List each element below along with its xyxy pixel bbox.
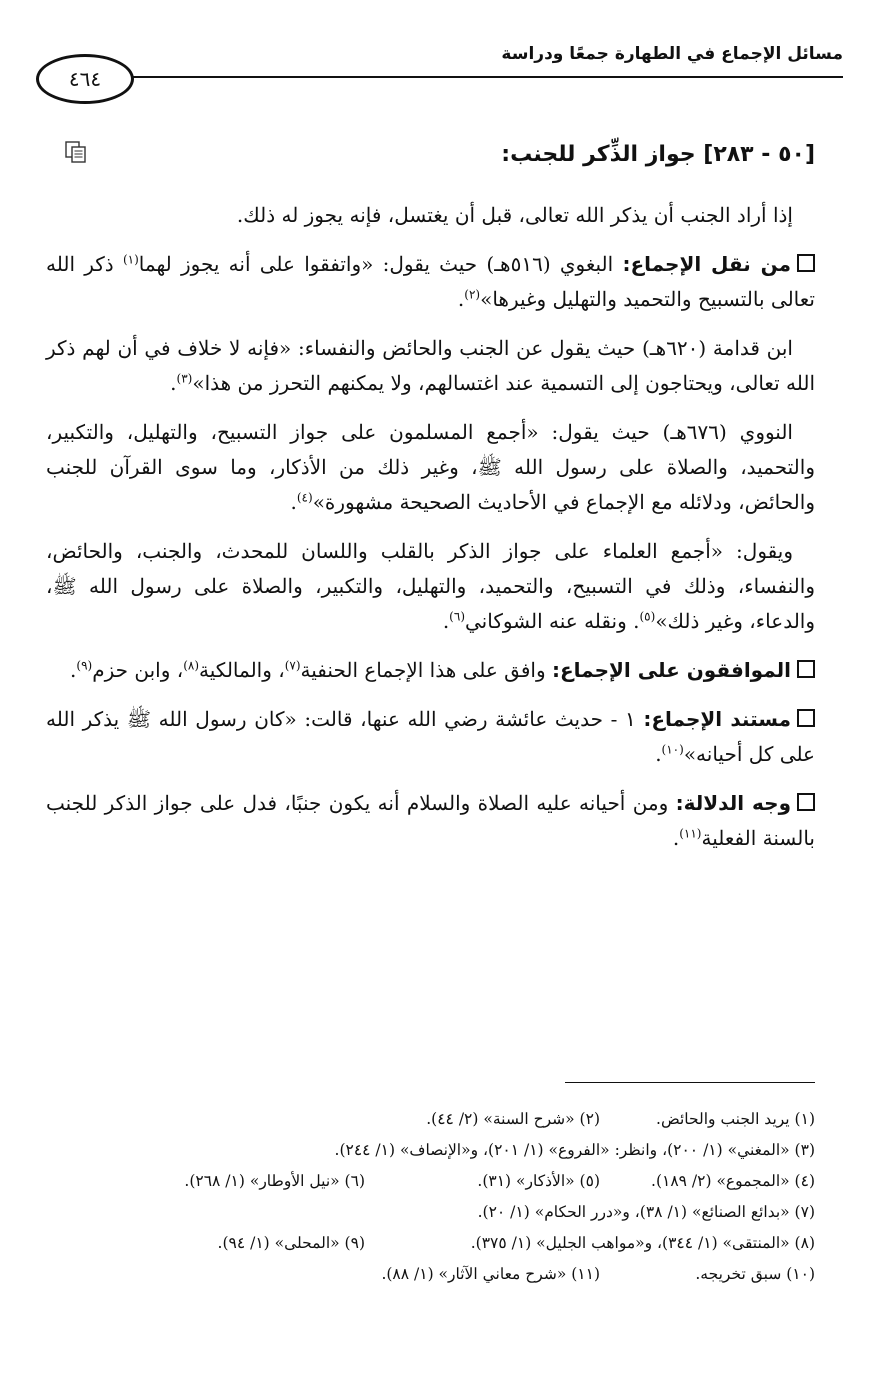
naql-text-2: ذكر الله تعالى بالتسبيح والتحميد والتهليل وغيرها» xyxy=(46,252,815,311)
yaqul-text-2: . ونقله عنه الشوكاني xyxy=(465,609,640,633)
muwafiqun-paragraph: الموافقون على الإجماع: وافق على هذا الإجماع الحنفية$^{(٧)}$، والمالكية$^{(٨)}$، وابن حزم$^{(٩)}$. xyxy=(46,653,815,688)
footnote-ref: (١) xyxy=(122,252,139,267)
mustanad-text: ١ - حديث عائشة رضي الله عنها، قالت: «كان رسول الله ﷺ يذكر الله على كل أحيانه» xyxy=(46,707,815,766)
footnote-ref: (٢) xyxy=(464,287,481,302)
footnote-ref: (٤) xyxy=(296,490,313,505)
footnote-row xyxy=(50,1135,815,1166)
footnote: (٢) «شرح السنة» (٢/ ٤٤). xyxy=(426,1110,600,1128)
section-heading xyxy=(64,142,815,167)
footnote-ref: (١٠) xyxy=(661,742,684,757)
mustanad-label: مستند الإجماع: xyxy=(643,707,791,731)
mustanad-paragraph: مستند الإجماع: ١ - حديث عائشة رضي الله عنها، قالت: «كان رسول الله ﷺ يذكر الله على كل أحيانه»$^{(١٠)}$. xyxy=(46,707,815,766)
naql-label: من نقل الإجماع: xyxy=(622,252,792,276)
footnote-row xyxy=(50,1197,815,1228)
dalala-text: ومن أحيانه عليه الصلاة والسلام أنه يكون جنبًا، فدل على جواز الذكر للجنب بالسنة الفعلية xyxy=(46,791,815,850)
qudama-paragraph: ابن قدامة (٦٢٠هـ) حيث يقول عن الجنب والحائض والنفساء: «فإنه لا خلاف في أن لهم ذكر الله تعالى، ويحتاجون إلى التسمية عند اغتسالهم، ولا يمكنهم التحرز من هذا»$^{(٣)}$. xyxy=(46,336,815,395)
footnote-row xyxy=(50,1228,815,1259)
muwafiqun-label: الموافقون على الإجماع: xyxy=(552,658,791,682)
nawawi-paragraph: النووي (٦٧٦هـ) حيث يقول: «أجمع المسلمون على جواز التسبيح، والتهليل، والتكبير، والتحميد، والصلاة على رسول الله ﷺ، وغير ذلك من الأذكار، وما سوى القرآن للجنب والحائض، ودلائله مع الإجماع في الأحاديث الصحيحة مشهورة»$^{(٤)}$. xyxy=(46,420,815,514)
footnote-row xyxy=(50,1166,815,1197)
qudama-text: ابن قدامة (٦٢٠هـ) حيث يقول عن الجنب والحائض والنفساء: «فإنه لا خلاف في أن لهم ذكر الله تعالى، ويحتاجون إلى التسمية عند اغتسالهم، ولا يمكنهم التحرز من هذا» xyxy=(46,336,815,395)
footnote: (٤) «المجموع» (٢/ ١٨٩). xyxy=(651,1172,815,1190)
footnote: (٦) «نيل الأوطار» (١/ ٢٦٨). xyxy=(184,1172,365,1190)
footnote-ref: (١١) xyxy=(679,826,702,841)
footnote-row xyxy=(50,1104,815,1135)
footnote-separator xyxy=(565,1082,815,1083)
page-number: ٤٦٤ xyxy=(36,54,134,104)
running-title: مسائل الإجماع في الطهارة جمعًا ودراسة xyxy=(501,44,843,64)
footnote-ref: (٩) xyxy=(76,658,93,673)
footnote: (٨) «المنتقى» (١/ ٣٤٤)، و«مواهب الجليل» (١/ ٣٧٥). xyxy=(470,1234,815,1252)
main-text xyxy=(46,198,815,870)
copy-icon xyxy=(64,140,88,164)
footnote: (٧) «بدائع الصنائع» (١/ ٣٨)، و«درر الحكام» (١/ ٢٠). xyxy=(477,1203,815,1221)
footnote: (٩) «المحلى» (١/ ٩٤). xyxy=(217,1234,365,1252)
yaqul-text: ويقول: «أجمع العلماء على جواز الذكر بالقلب واللسان للمحدث، والجنب، والحائض، والنفساء، وذلك في التسبيح، والتحميد، والتهليل، والتكبير، والصلاة على رسول الله ﷺ، والدعاء، وغير ذلك» xyxy=(46,539,815,633)
footnote: (٣) «المغني» (١/ ٢٠٠)، وانظر: «الفروع» (١/ ٢٠١)، و«الإنصاف» (١/ ٢٤٤). xyxy=(334,1141,815,1159)
footnotes xyxy=(50,1104,815,1290)
footnote: (١١) «شرح معاني الآثار» (١/ ٨٨). xyxy=(381,1265,600,1283)
header-rule xyxy=(132,76,843,78)
muwafiqun-text-2: ، والمالكية xyxy=(199,658,285,682)
intro-paragraph: إذا أراد الجنب أن يذكر الله تعالى، قبل أن يغتسل، فإنه يجوز له ذلك. xyxy=(236,203,793,227)
footnote: (٥) «الأذكار» (٣١). xyxy=(477,1172,600,1190)
dalala-paragraph: وجه الدلالة: ومن أحيانه عليه الصلاة والسلام أنه يكون جنبًا، فدل على جواز الذكر للجنب بالسنة الفعلية$^{(١١)}$. xyxy=(46,791,815,850)
section-title: جواز الذِّكر للجنب: xyxy=(501,142,696,167)
footnote-ref: (٣) xyxy=(176,371,193,386)
footnote-ref: (٦) xyxy=(449,609,465,624)
muwafiqun-text-3: ، وابن حزم xyxy=(92,658,184,682)
footnote: (١) يريد الجنب والحائض. xyxy=(656,1110,815,1128)
square-bullet-icon xyxy=(797,793,815,811)
yaqul-paragraph: ويقول: «أجمع العلماء على جواز الذكر بالقلب واللسان للمحدث، والجنب، والحائض، والنفساء، وذلك في التسبيح، والتحميد، والتهليل، والتكبير، والصلاة على رسول الله ﷺ، والدعاء، وغير ذلك»$^{(٥)}$. ونقله عنه الشوكاني$^{(٦)}$. xyxy=(46,539,815,633)
naql-paragraph: من نقل الإجماع: البغوي (٥١٦هـ) حيث يقول: «واتفقوا على أنه يجوز لهما$^{(١)}$ ذكر الله تعالى بالتسبيح والتحميد والتهليل وغيرها»$^{(٢)}$. xyxy=(46,252,815,311)
footnote: (١٠) سبق تخريجه. xyxy=(695,1265,815,1283)
naql-text: البغوي (٥١٦هـ) حيث يقول: «واتفقوا على أنه يجوز لهما xyxy=(138,252,614,276)
square-bullet-icon xyxy=(797,709,815,727)
footnote-ref: (٧) xyxy=(284,658,301,673)
section-number: [٥٠ - ٢٨٣] xyxy=(703,142,815,167)
square-bullet-icon xyxy=(797,254,815,272)
footnote-row xyxy=(50,1259,815,1290)
muwafiqun-text: وافق على هذا الإجماع الحنفية xyxy=(300,658,546,682)
square-bullet-icon xyxy=(797,660,815,678)
running-header xyxy=(36,44,843,91)
footnote-ref: (٨) xyxy=(183,658,200,673)
dalala-label: وجه الدلالة: xyxy=(675,791,791,815)
nawawi-text: النووي (٦٧٦هـ) حيث يقول: «أجمع المسلمون على جواز التسبيح، والتهليل، والتكبير، والتحميد، والصلاة على رسول الله ﷺ، وغير ذلك من الأذكار، وما سوى القرآن للجنب والحائض، ودلائله مع الإجماع في الأحاديث الصحيحة مشهورة» xyxy=(46,420,815,514)
footnote-ref: (٥) xyxy=(639,609,656,624)
